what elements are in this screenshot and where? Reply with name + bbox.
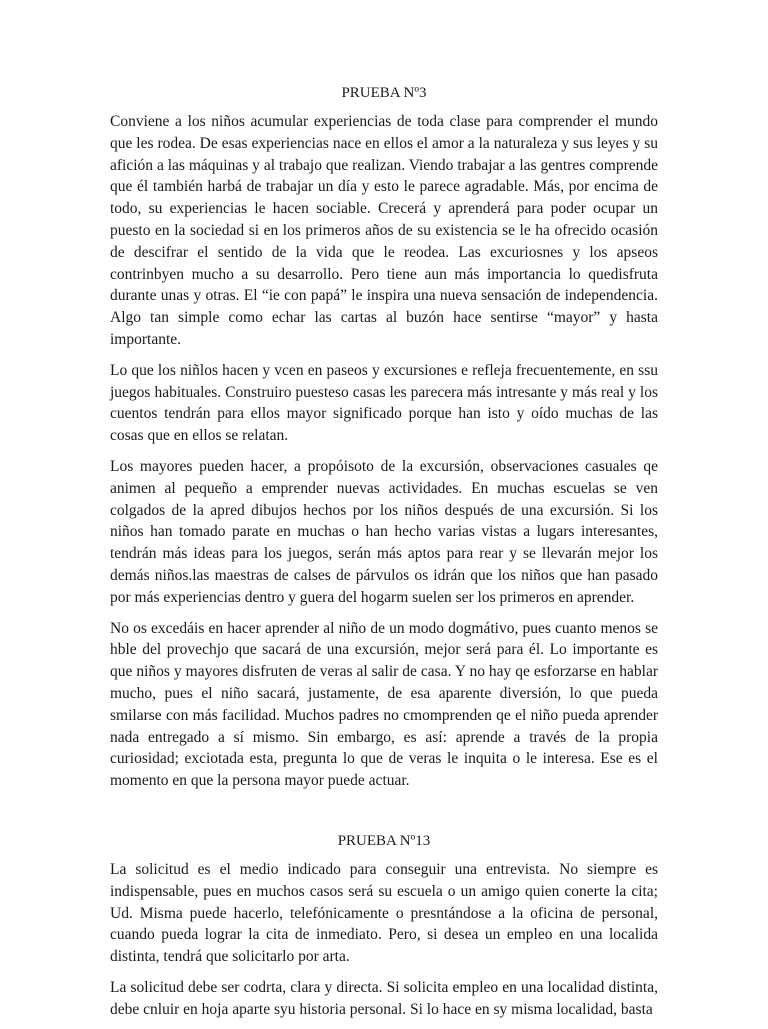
section-title-prueba-3: PRUEBA Nº3 [341,85,427,101]
document-page [110,84,658,1029]
paragraph: Conviene a los niños acumular experiencias de toda clase para comprender el mundo que les rodea. De esas experiencias nace en ellos el amor a la naturaleza y sus leyes y su afición a las máquinas y al trabajo que realizan. Viendo trabajar a las gentres comprende que él también harbá de trabajar un día y esto le parece agradable. Más, por encima de todo, su experiencias le hacen sociable. Crecerá y aprenderá para poder ocupar un puesto en la sociedad si en los primeros años de su existencia se le ha ofrecido ocasión de descifrar el sentido de la vida que le reodea. Las excuriosnes y los apseos contrinbyen mucho a su desarrollo. Pero tiene aun más importancia lo quedisfruta durante unas y otras. El “ie con papá” le inspira una nueva sensación de independencia. Algo tan simple como echar las cartas al buzón hace sentirse “mayor” y hasta importante. [110,113,658,348]
paragraph: La solicitud debe ser codrta, clara y directa. Si solicita empleo en una localidad distinta, debe cnluir en hoja aparte syu historia personal. Si lo hace en sy misma localidad, basta [110,978,658,1018]
paragraph: No os excedáis en hacer aprender al niño de un modo dogmátivo, pues cuanto menos se hble del provechjo que sacará de una excursión, mejor será para él. Lo importante es que niños y mayores disfruten de veras al salir de casa. Y no hay qe esforzarse en hablar mucho, pues el niño sacará, justamente, de esa aparente diversión, lo que pueda smilarse con más facilidad. Muchos padres no cmomprenden qe el niño pueda aprender nada entregado a sí mismo. Sin embargo, es así: aprende a través de la propia curiosidad; exciotada esta, pregunta lo que de veras le inquita o le interesa. Ese es el momento en que la persona mayor puede actuar. [110,619,658,790]
paragraph: Lo que los niñlos hacen y vcen en paseos y excursiones e refleja frecuentemente, en ssu juegos habituales. Construiro puesteso casas les parecera más intresante y más real y los cuentos tendrán para ellos mayor significado porque han isto y oído muchas de las cosas que en ellos se relatan. [110,361,658,445]
paragraph: La solicitud es el medio indicado para conseguir una entrevista. No siempre es indispensable, pues en muchos casos será su escuela o un amigo quien conerte la cita; Ud. Misma puede hacerlo, telefónicamente o presntándose a la oficina de personal, cuando pueda lograr la cita de inmediato. Pero, si desea un empleo en una localida distinta, tendrá que solicitarlo por arta. [110,860,658,966]
paragraph: Los mayores pueden hacer, a propóisoto de la excursión, observaciones casuales qe animen al pequeño a emprender nuevas actividades. En muchas escuelas se ven colgados de la apred dibujos hechos por los niños después de una excursión. Si los niños han tomado parate en muchas o han hecho varias vistas a lugars interesantes, tendrán más ideas para los juegos, serán más aptos para rear y se llevarán mejor los demás niños.las maestras de calses de párvulos os idrán que los niños que han pasado por más experiencias dentro y guera del hogarm suelen ser los primeros en aprender. [110,457,658,606]
section-title-prueba-13: PRUEBA Nº13 [337,832,431,849]
